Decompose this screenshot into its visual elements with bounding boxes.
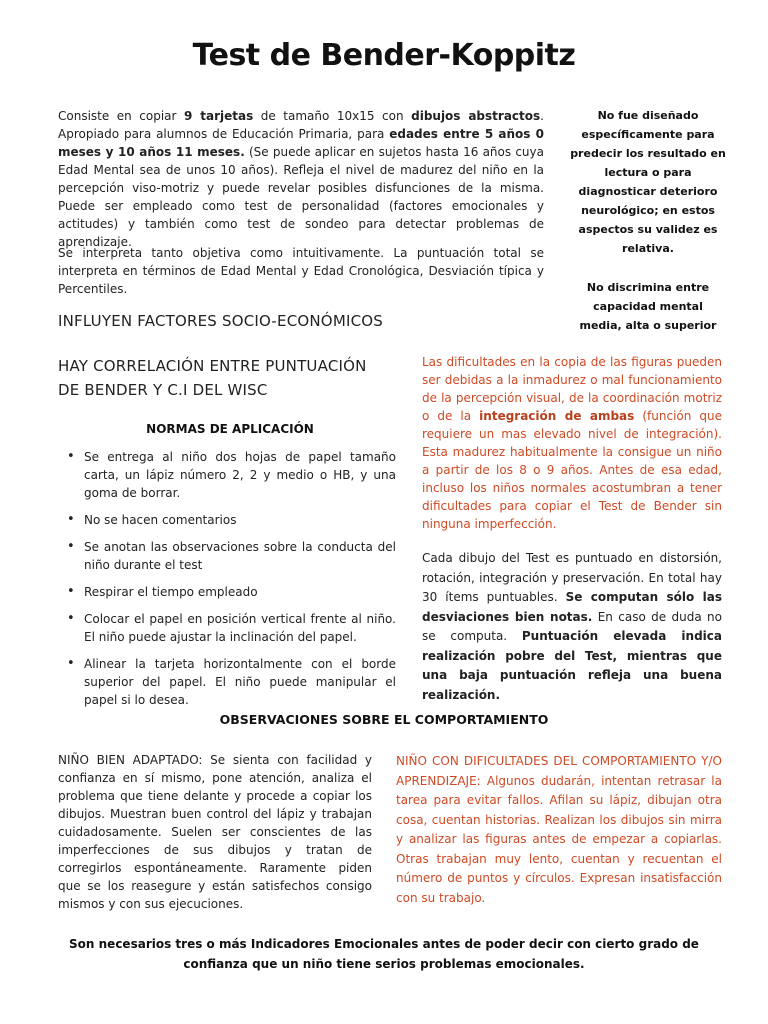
list-item-text: Colocar el papel en posición vertical frente al niño. El niño puede ajustar la inclinación del papel. (84, 612, 396, 644)
list-item (60, 511, 396, 529)
bullet-icon: • (67, 449, 75, 464)
footer-note: Son necesarios tres o más Indicadores Emocionales antes de poder decir con cierto grado de confianza que un niño tiene serios problemas emocionales. (69, 937, 699, 971)
side-note-validity: No fue diseñado específicamente para predecir los resultado en lectura o para diagnosticar deterioro neurológico; en estos aspectos su validez es relativa. (570, 109, 726, 255)
list-item-text: Se entrega al niño dos hojas de papel tamaño carta, un lápiz número 2, 2 y medio o HB, y una goma de borrar. (84, 450, 396, 500)
intro-text: (Se puede aplicar en sujetos hasta 16 años cuya Edad Mental sea de unos 10 años). Refleja el nivel de madurez del niño en la percepción viso-motriz y puede revelar posibles disfunciones de la misma. Puede ser empleado como test de personalidad (factores emocionales y actitudes) y también como test de sondeo para detectar problemas de aprendizaje. (58, 145, 544, 249)
intro-bold-drawings: dibujos abstractos (411, 109, 541, 123)
page-title: Test de Bender-Koppitz (192, 38, 576, 73)
observations-heading: OBSERVACIONES SOBRE EL COMPORTAMIENTO (219, 712, 549, 727)
scoring-bold-deviations: Se computan sólo las desviaciones bien notas. (422, 590, 722, 624)
bullet-icon: • (67, 656, 75, 671)
list-item (60, 538, 396, 574)
intro-bold-ages: edades entre 5 años 0 meses y 10 años 11 meses. (58, 127, 545, 159)
side-note-discrimination: No discrimina entre capacidad mental media, alta o superior (579, 281, 717, 332)
bullet-icon: • (67, 512, 75, 527)
list-item (60, 448, 396, 502)
bullet-icon: • (67, 611, 75, 626)
difficult-child-paragraph: NIÑO CON DIFICULTADES DEL COMPORTAMIENTO Y/O APRENDIZAJE: Algunos dudarán, intentan retrasar la tarea para evitar fallos. Afilan su lápiz, dibujan otra cosa, cuentan historias. Realizan los dibujos sin mirra y analizar las figuras antes de empezar a copiarlas. Otras trabajan muy lento, cuentan y recuentan el número de puntos y círculos. Expresan insatisfacción con su trabajo. (396, 754, 722, 905)
scoring-paragraph (422, 549, 722, 705)
difficulties-text: (función que requiere un mas elevado nivel de integración). Esta madurez habitualmente la consigue un niño a partir de los 8 o 9 años. Antes de esa edad, incluso los niños normales acostumbran a tener dificultades para copiar el Test de Bender sin ninguna imperfección. (422, 409, 723, 531)
difficulties-paragraph (422, 353, 722, 533)
bullet-icon: • (67, 584, 75, 599)
intro-paragraph (58, 107, 544, 251)
scoring-text: En caso de duda no se computa. (422, 609, 722, 643)
list-item-text: No se hacen comentarios (84, 513, 237, 527)
list-item (60, 583, 396, 601)
difficulties-bold: integración de ambas (479, 409, 635, 423)
bullet-icon: • (67, 539, 75, 554)
intro-text: de tamaño 10x15 con (253, 109, 412, 123)
intro-text: Consiste en copiar (58, 109, 184, 123)
intro-text: . Apropiado para alumnos de Educación Primaria, para (58, 109, 544, 141)
difficulties-text: Las dificultades en la copia de las figuras pueden ser debidas a la inmadurez o mal funcionamiento de la percepción visual, de la coordinación motriz o de la (422, 355, 722, 423)
norms-heading: NORMAS DE APLICACIÓN (146, 422, 314, 436)
intro-bold-cards: 9 tarjetas (184, 109, 254, 123)
rules-list (60, 448, 396, 718)
list-item (60, 655, 396, 709)
list-item (60, 610, 396, 646)
scoring-text: Cada dibujo del Test es puntuado en distorsión, rotación, integración y preservación. En total hay 30 ítems puntuables. (422, 551, 722, 604)
list-item-text: Alinear la tarjeta horizontalmente con el borde superior del papel. El niño puede manipular el papel si lo desea. (84, 657, 396, 707)
socioeconomic-heading: INFLUYEN FACTORES SOCIO-ECONÓMICOS (58, 312, 383, 330)
scoring-bold-interpretation: Puntuación elevada indica realización pobre del Test, mientras que una baja puntuación refleja una buena realización. (422, 629, 722, 702)
adapted-child-paragraph: NIÑO BIEN ADAPTADO: Se sienta con facilidad y confianza en sí mismo, pone atención, analiza el problema que tiene delante y procede a copiar los dibujos. Muestran buen control del lápiz y trabajan cuidadosamente. Suelen ser conscientes de las imperfecciones de sus dibujos y tratan de corregirlos espontáneamente. Raramente piden que se los reasegure y están satisfechos consigo mismos y con sus ejecuciones. (58, 753, 372, 911)
list-item-text: Respirar el tiempo empleado (84, 585, 258, 599)
correlation-heading: HAY CORRELACIÓN ENTRE PUNTUACIÓN DE BENDER Y C.I DEL WISC (58, 357, 367, 399)
list-item-text: Se anotan las observaciones sobre la conducta del niño durante el test (84, 540, 396, 572)
interpretation-paragraph: Se interpreta tanto objetiva como intuitivamente. La puntuación total se interpreta en términos de Edad Mental y Edad Cronológica, Desviación típica y Percentiles. (58, 246, 544, 296)
